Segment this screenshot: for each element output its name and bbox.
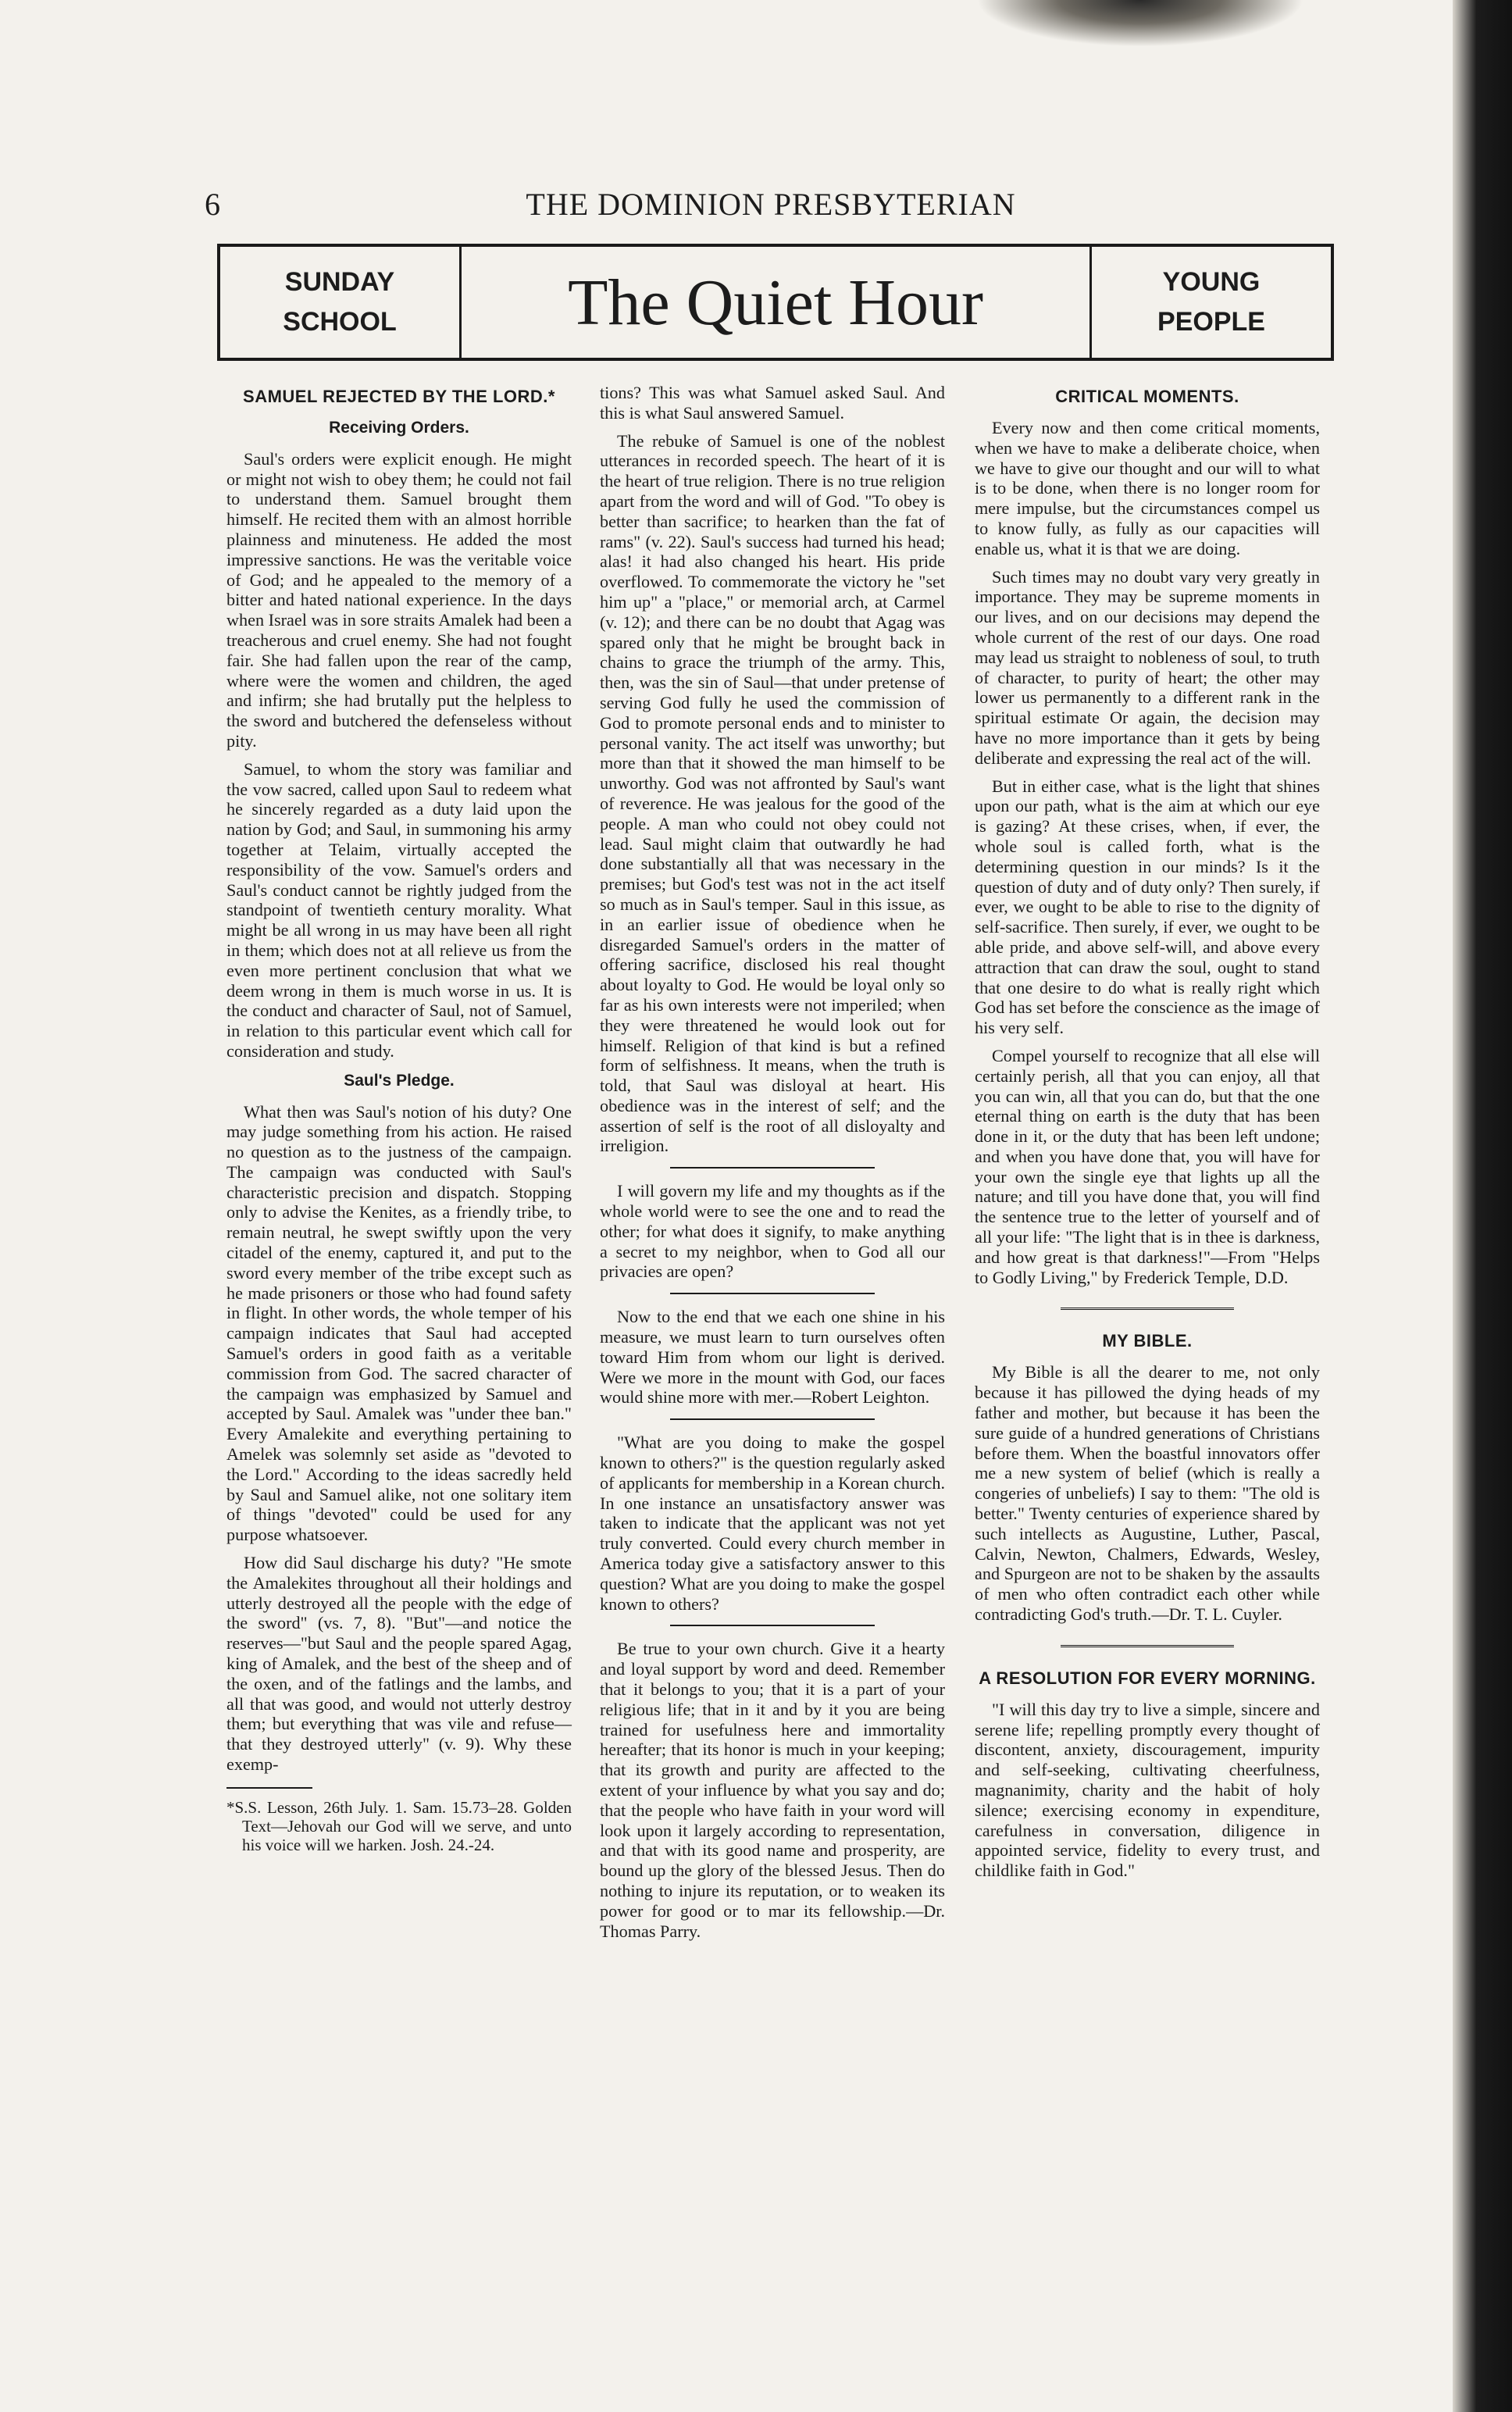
banner-right-line2: PEOPLE — [1157, 307, 1265, 337]
article-title-my-bible: MY BIBLE. — [1102, 1331, 1193, 1351]
column-left — [226, 383, 572, 1854]
scan-edge — [1453, 0, 1512, 2412]
footnote-text: *S.S. Lesson, 26th July. 1. Sam. 15.73–28. Golden Text—Jehovah our God will we serve, and unto his voice will we harken. Josh. 24.-24. — [226, 1797, 572, 1854]
page-number: 6 — [205, 187, 220, 222]
banner-left-line2: SCHOOL — [283, 307, 397, 337]
banner-title: The Quiet Hour — [568, 266, 983, 339]
paragraph: I will govern my life and my thoughts as if the whole world were to see the one and to read the other; for what does it signify, to make anything a secret to my neighbor, when to God all our privacies are open? — [600, 1181, 945, 1282]
paragraph: Compel yourself to recognize that all else will certainly perish, all that you can enjoy, all that you can win, all that you can do, but that the one eternal thing on earth is the duty that has been done in it, or the duty that has been left undone; and when you have done that, you will have for your own the single eye that lights up all the nature; and till you have done that, you will find the sentence true to the letter of yourself and of all your life: "The light that is in thee is darkness, and how great is that darkness!"—From "Helps to Godly Living," by Frederick Temple, D.D. — [975, 1045, 1320, 1287]
paragraph: Now to the end that we each one shine in his measure, we must learn to turn ourselves often toward Him from whom our light is derived. Were we more in the mount with God, our faces would shine more with mer.—Robert Leighton. — [600, 1307, 945, 1408]
paragraph: "I will this day try to live a simple, sincere and serene life; repelling promptly every thought of discontent, anxiety, discouragement, impurity and self-seeking, cultivating cheerfulness, magnanimity, charity and the habit of holy silence; exercising economy in expenditure, carefulness in conversation, diligence in appointed service, fidelity to every trust, and childlike faith in God." — [975, 1699, 1320, 1881]
article-title-resolution: A RESOLUTION FOR EVERY MORNING. — [979, 1668, 1316, 1688]
paragraph: The rebuke of Samuel is one of the noblest utterances in recorded speech. The heart of it is the heart of true religion. There is no true religion apart from the word and will of God. "To obey is better than sacrifice; to hearken than the fat of rams" (v. 22). Saul's success had turned his head; alas! it had also changed his heart. His pride overflowed. To commemorate the victory he "set him up" a "place," or memorial arch, at Carmel (v. 12); and there can be no doubt that Agag was spared only that he might be brought back in chains to grace the triumph of the army. This, then, was the sin of Saul—that under pretense of serving God fully he used the commission of God to promote personal ends and to minister to personal vanity. The act itself was unworthy; but more than that it showed the man himself to be unworthy. God was not affronted by Saul's want of reverence. He was jealous for the good of the people. A man who could not obey could not lead. Saul might claim that outwardly he had done substantially all that was necessary in the premises; but God's test was not in the act itself so much as in Saul's temper. Saul in this issue, as in an earlier issue of obedience when he disregarded Samuel's orders in the matter of offering sacrifice, disclosed his real thought about loyalty to God. He would be loyal only so far as his own interests were not imperiled; when they were threatened he would look out for himself. Religion of that kind is but a refined form of selfishness. It means, when the truth is told, that Saul was disloyal at heart. His obedience was in the interest of self; and the assertion of self is the root of all disloyalty and irreligion. — [600, 430, 945, 1156]
section-banner — [217, 244, 1334, 361]
divider — [670, 1293, 875, 1294]
paragraph: Samuel, to whom the story was familiar and the vow sacred, called upon Saul to redeem what he sincerely regarded as a duty laid upon the nation by God; and Saul, in summoning his army together at Telaim, virtually accepted the responsibility of the vow. Samuel's orders and Saul's conduct cannot be rightly judged from the standpoint of twentieth century morality. What might be all wrong in us may have been all right in them; which does not at all relieve us from the even more pertinent conclusion that what we deem wrong in them is much worse in us. It is the conduct and character of Saul, not of Samuel, in relation to this particular event which call for consideration and study. — [226, 758, 572, 1061]
subheading-sauls-pledge: Saul's Pledge. — [344, 1071, 455, 1090]
divider — [1061, 1308, 1234, 1310]
paragraph: But in either case, what is the light that shines upon our path, what is the aim at which our eye is gazing? At these crises, when, if ever, the whole soul is called forth, what is the determining question in our minds? Is it the question of duty and of duty only? Then surely, if ever, we ought to be able to rise to the dignity of self-sacrifice. Then surely, if ever, we ought to be able pride, and above self-will, and above every attraction that can draw the soul, ought to stand that one desire to do what is really right which God has set before the conscience as the image of his very self. — [975, 776, 1320, 1038]
column-middle — [600, 383, 945, 1949]
divider — [670, 1625, 875, 1626]
banner-right-box — [1089, 247, 1331, 358]
ink-blot — [976, 0, 1304, 47]
paragraph: What then was Saul's notion of his duty? One may judge something from his action. He raised no question as to the justness of the campaign. The campaign was conducted with Saul's characteristic precision and dispatch. Stopping only to advise the Kenites, as a friendly tribe, to remain neutral, he swept swiftly upon the very citadel of the enemy, captured it, and put to the sword every member of the tribe except such as he made prisoners or those who had found safety in flight. In other words, the whole temper of his campaign indicates that Saul had accepted Samuel's orders in good faith as a veritable commission from God. The sacred character of the campaign was emphasized by Samuel and accepted by Saul. Amalek was "under thee ban." Every Amalekite and everything pertaining to Amelek was solemnly set aside as "devoted to the Lord." According to the ideas sacredly held by Saul and Samuel alike, not one solitary item of things "devoted" could be used for any purpose whatsoever. — [226, 1101, 572, 1545]
paragraph: Every now and then come critical moments, when we have to make a deliberate choice, when we have to give our thought and our will to what is to be done, when there is no longer room for mere impulse, but the circumstances compel us to know fully, as fully as our capacities will enable us, what it is that we are doing. — [975, 418, 1320, 558]
divider — [1061, 1645, 1234, 1647]
page-header — [205, 186, 1337, 233]
divider — [670, 1418, 875, 1420]
running-title: THE DOMINION PRESBYTERIAN — [526, 187, 1016, 222]
banner-left-box — [220, 247, 462, 358]
paragraph: Such times may no doubt vary very greatly in importance. They may be supreme moments in our lives, and on our decisions may depend the whole current of the rest of our days. One road may lead us straight to nobleness of soul, to truth of character, to purity of heart; the other may lower us permanently to a different rank in the spiritual estimate Or again, the decision may have no more importance than it gets by being deliberate and expressing the real act of the will. — [975, 566, 1320, 768]
footnote — [226, 1787, 572, 1854]
article-title-critical-moments: CRITICAL MOMENTS. — [1055, 387, 1239, 406]
subheading-receiving-orders: Receiving Orders. — [329, 419, 469, 437]
footnote-rule — [226, 1787, 312, 1789]
article-title-samuel: SAMUEL REJECTED BY THE LORD.* — [243, 387, 555, 406]
paragraph: Saul's orders were explicit enough. He might or might not wish to obey them; he could not fail to understand them. Samuel brought them himself. He recited them with an almost horrible plainness and minuteness. He added the most impressive sanctions. He was the veritable voice of God; and he appealed to the memory of a bitter and hated national experience. In the days when Israel was in sore straits Amalek had been a treacherous and cruel enemy. She had not fought fair. She had fallen upon the rear of the camp, where were the women and children, the aged and infirm; she had brutally put the helpless to the sword and butchered the defenseless without pity. — [226, 448, 572, 751]
paragraph: "What are you doing to make the gospel known to others?" is the question regularly asked of applicants for membership in a Korean church. In one instance an unsatisfactory answer was taken to indicate that the applicant was not yet truly converted. Could every church member in America today give a satisfactory answer to this question? What are you doing to make the gospel known to others? — [600, 1433, 945, 1614]
column-right — [975, 383, 1320, 1889]
paragraph: How did Saul discharge his duty? "He smote the Amalekites throughout all their holdings and utterly destroyed all the people with the edge of the sword" (vs. 7, 8). "But"—and notice the reserves—"but Saul and the people spared Agag, king of Amalek, and the best of the sheep and of the oxen, and of the fatlings and the lambs, and all that was good, and would not utterly destroy them; but everything that was vile and refuse—that they destroyed utterly" (v. 9). Why these exemp- — [226, 1553, 572, 1774]
banner-left-line1: SUNDAY — [284, 267, 395, 297]
paragraph: Be true to your own church. Give it a hearty and loyal support by word and deed. Remember that it belongs to you; that it is a part of your religious life; that in it and by it you are being trained for usefulness here and immortality hereafter; that its honor is much in your keeping; that its growth and purity are affected to the extent of your influence by what you say and do; that the people who have faith in your word will look upon it largely according to representation, and that with its good name and prosperity, are bound up the glory of the blessed Jesus. Then do nothing to injure its reputation, or to weaken its power for good or to mar its fellowship.—Dr. Thomas Parry. — [600, 1639, 945, 1941]
banner-right-line1: YOUNG — [1162, 267, 1261, 297]
divider — [670, 1167, 875, 1169]
paragraph: tions? This was what Samuel asked Saul. And this is what Saul answered Samuel. — [600, 383, 945, 423]
paragraph: My Bible is all the dearer to me, not only because it has pillowed the dying heads of my father and mother, but because it has been the sure guide of a hundred generations of Christians before them. When the boastful innovators offer me a new system of belief (which is really a congeries of unbeliefs) I say to them: "The old is better." Twenty centuries of experience shared by such intellects as Augustine, Luther, Pascal, Calvin, Newton, Chalmers, Edwards, Wesley, and Spurgeon are not to be shaken by the assaults of men who often contradict each other while contradicting God's truth.—Dr. T. L. Cuyler. — [975, 1362, 1320, 1625]
